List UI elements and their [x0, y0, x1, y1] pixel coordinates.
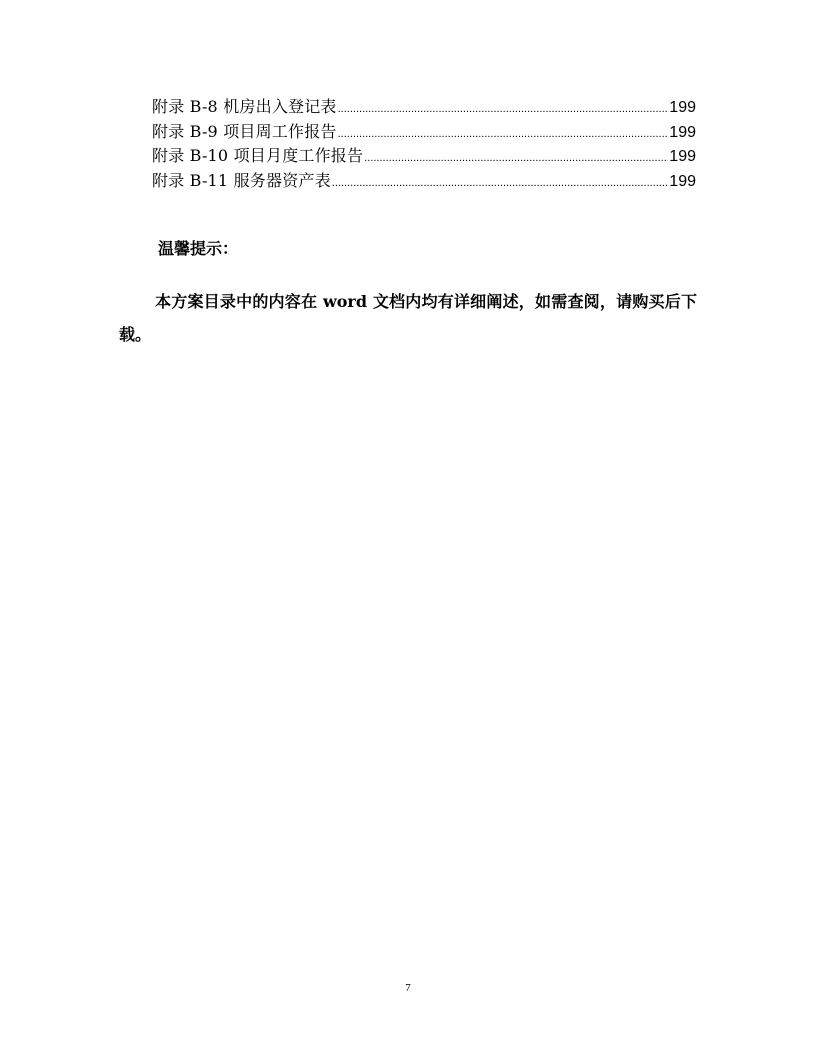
page-number: 7: [405, 982, 411, 994]
toc-entry[interactable]: [152, 169, 696, 194]
tip-body: 本方案目录中的内容在 word 文档内均有详细阐述，如需查阅，请购买后下载。: [119, 292, 697, 344]
toc-entry-label: 附录 B-10 项目月度工作报告: [152, 146, 364, 165]
toc-entry-page: 199: [669, 172, 696, 190]
toc-entry[interactable]: [152, 95, 696, 120]
toc-dot-leader: [364, 146, 668, 171]
toc-dot-leader: [338, 122, 669, 147]
toc-entry-label: 附录 B-9 项目周工作报告: [152, 121, 337, 141]
toc-entry-label: 附录 B-11 服务器资产表: [152, 170, 331, 190]
toc-entry[interactable]: [152, 144, 696, 169]
toc-entry[interactable]: [152, 120, 696, 145]
toc-entry-label: 附录 B-8 机房出入登记表: [152, 97, 337, 116]
tip-heading: 温馨提示：: [158, 239, 239, 258]
toc-entry-page: 199: [669, 123, 696, 141]
toc-dot-leader: [332, 171, 669, 196]
toc-dot-leader: [338, 97, 669, 122]
table-of-contents: [152, 95, 696, 193]
toc-entry-page: 199: [669, 148, 696, 165]
toc-entry-page: 199: [669, 99, 696, 116]
